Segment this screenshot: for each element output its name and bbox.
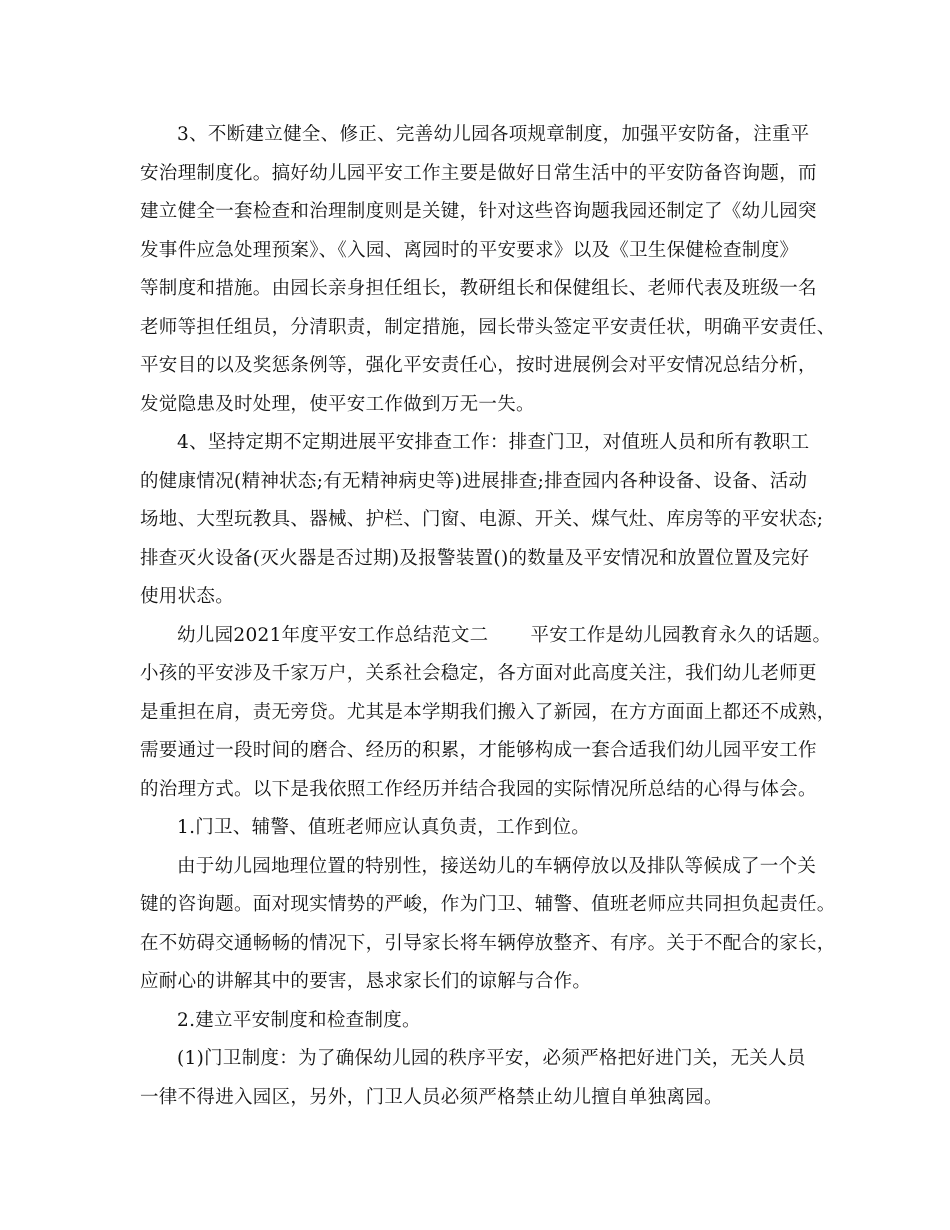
- paragraph-rules-system: [140, 116, 836, 424]
- text-line: 应耐心的讲解其中的要害，恳求家长们的谅解与合作。: [140, 971, 592, 992]
- document-body: [140, 116, 836, 1117]
- section-intro: 平安工作是幼儿园教育永久的话题。: [530, 624, 832, 646]
- text-line: 是重担在肩，责无旁贷。尤其是本学期我们搬入了新园，在方方面面上都还不成熟，: [140, 701, 836, 723]
- text-line: 4、坚持定期不定期进展平安排查工作：排查门卫，对值班人员和所有教职工: [177, 432, 810, 453]
- numbered-heading-2: 2.建立平安制度和检查制度。: [177, 1009, 421, 1031]
- text-line: 建立健全一套检查和治理制度则是关键，针对这些咨询题我园还制定了《幼儿园突: [140, 201, 817, 222]
- text-line: 等制度和措施。由园长亲身担任组长，教研组长和保健组长、老师代表及班级一名: [140, 278, 817, 299]
- text-line: 安治理制度化。搞好幼儿园平安工作主要是做好日常生活中的平安防备咨询题，而: [140, 162, 817, 184]
- text-line: [140, 617, 830, 656]
- text-line: 发事件应急处理预案》、《入园、离园时的平安要求》以及《卫生保健检查制度》: [140, 239, 799, 261]
- paragraph-gate-duty: [140, 848, 836, 1002]
- text-line: 排查灭火设备(灭火器是否过期)及报警装置()的数量及平安情况和放置位置及完好: [140, 547, 810, 569]
- text-line: 的健康情况(精神状态;有无精神病史等)进展排查;排查园内各种设备、设备、活动: [140, 470, 808, 492]
- paragraph-gate-rules: [140, 1040, 830, 1117]
- section-title: 幼儿园2021年度平安工作总结范文二: [177, 624, 489, 646]
- numbered-heading-1: 1.门卫、辅警、值班老师应认真负责，工作到位。: [177, 817, 591, 838]
- text-line: 3、不断建立健全、修正、完善幼儿园各项规章制度，加强平安防备，注重平: [177, 124, 810, 145]
- text-line: 需要通过一段时间的磨合、经历的积累，才能够构成一套合适我们幼儿园平安工作: [140, 740, 817, 761]
- text-line: 发觉隐患及时处理，使平安工作做到万无一失。: [140, 393, 535, 415]
- text-line: 由于幼儿园地理位置的特别性，接送幼儿的车辆停放以及排队等候成了一个关: [177, 855, 817, 877]
- paragraph-sample-two: [140, 617, 836, 810]
- text-line: 场地、大型玩教具、器械、护栏、门窗、电源、开关、煤气灶、库房等的平安状态;: [140, 509, 824, 530]
- text-line: 的治理方式。以下是我依照工作经历并结合我园的实际情况所总结的心得与体会。: [140, 778, 817, 800]
- text-line: 老师等担任组员，分清职责，制定措施，园长带头签定平安责任状，明确平安责任、: [140, 316, 836, 338]
- paragraph-safety-inspection: [140, 424, 830, 617]
- text-line: 小孩的平安涉及千家万户，关系社会稳定，各方面对此高度关注，我们幼儿老师更: [140, 663, 817, 684]
- text-line: (1)门卫制度：为了确保幼儿园的秩序平安，必须严格把好进门关，无关人员: [177, 1048, 806, 1069]
- text-line: 使用状态。: [140, 586, 235, 607]
- text-line: 一律不得进入园区，另外，门卫人员必须严格禁止幼儿擅自单独离园。: [140, 1086, 723, 1108]
- text-line: 键的咨询题。面对现实情势的严峻，作为门卫、辅警、值班老师应共同担负起责任。: [140, 894, 836, 915]
- text-line: 在不妨碍交通畅畅的情况下，引导家长将车辆停放整齐、有序。关于不配合的家长，: [140, 932, 836, 954]
- text-line: 平安目的以及奖惩条例等，强化平安责任心，按时进展例会对平安情况总结分析，: [140, 355, 817, 376]
